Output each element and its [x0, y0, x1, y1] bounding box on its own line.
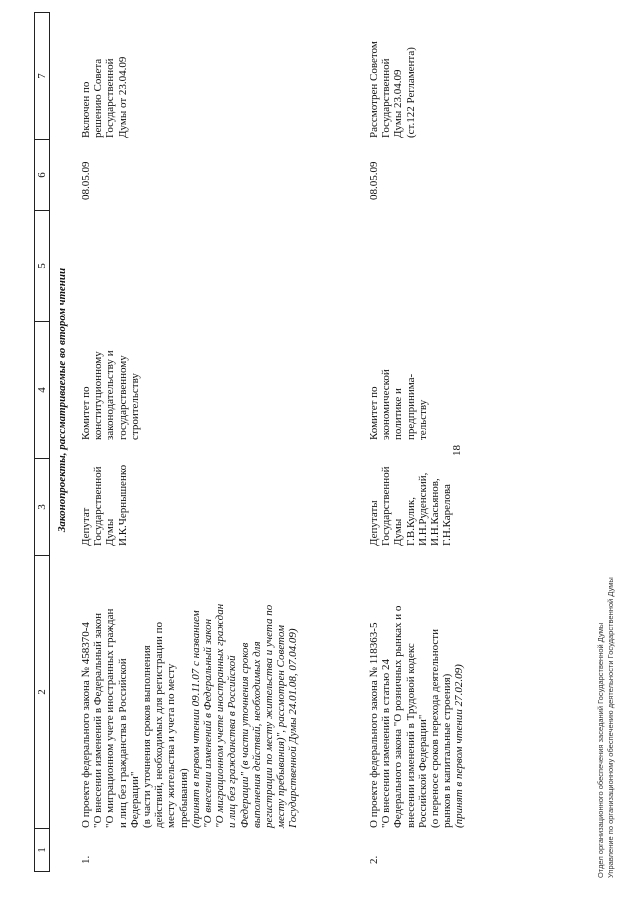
page-number: 18 — [451, 445, 463, 456]
text-line: Государственной — [380, 58, 393, 138]
text-line: регистрации по месту жительства и учета по — [263, 604, 276, 828]
text-line: Государственной — [380, 466, 393, 546]
text-line: и лиц без гражданства в Российской — [226, 655, 239, 828]
date: 08.05.09 — [80, 161, 92, 200]
text-line: "О внесении изменений в статью 24 — [380, 659, 393, 828]
text-line: "О миграционном учете иностранных граждан — [104, 608, 117, 828]
text-line: Государственной Думы 24.01.08, 07.04.09) — [287, 628, 300, 828]
status — [80, 10, 129, 138]
text-line: законодательству и — [104, 350, 117, 440]
text-line: политике и — [392, 388, 405, 440]
row-number: 2. — [368, 855, 380, 864]
text-line: Думы 23.04.09 — [392, 69, 405, 138]
date: 08.05.09 — [368, 161, 380, 200]
bill-title — [80, 548, 300, 828]
text-line: Российской Федерации" — [416, 714, 429, 828]
text-line: И.Н.Руденский, — [416, 472, 429, 546]
text-line: Думы от 23.04.09 — [116, 56, 129, 138]
footer — [596, 0, 616, 878]
status — [368, 10, 417, 138]
text-line: пребывания) — [177, 768, 190, 828]
column-header-row — [34, 12, 50, 872]
column-header: 1 — [35, 829, 50, 872]
text-line: тельству — [416, 399, 429, 440]
text-line: Г.Н.Карелова — [441, 484, 454, 546]
text-line: Федерации" (в части уточнения сроков — [238, 642, 251, 828]
text-line: "О миграционном учете иностранных граждан — [214, 603, 227, 828]
text-line: Г.В.Кулик, — [404, 497, 417, 546]
text-line: и лиц без гражданства в Российской — [116, 658, 129, 828]
text-line: государственному — [116, 355, 129, 440]
row-number: 1. — [80, 855, 92, 864]
text-line: внесении изменений в Трудовой кодекс — [404, 643, 417, 828]
text-line: строительству — [128, 373, 141, 440]
text-line: Комитет по — [80, 386, 92, 440]
text-line: Включен по — [80, 81, 92, 138]
text-line: (принят в первом чтении 09.11.07 с названием — [189, 610, 202, 828]
footer-line: Отдел организационного обеспечения заседаний Государственной Думы — [596, 622, 605, 878]
text-line: И.К.Чернышенко — [116, 464, 129, 546]
column-header: 6 — [35, 140, 50, 211]
text-line: Федерации" — [128, 771, 141, 828]
text-line: Комитет по — [368, 386, 380, 440]
text-line: "О внесении изменений в Федеральный закон — [92, 613, 105, 828]
text-line: О проекте федерального закона № 458370-4 — [80, 622, 92, 828]
author — [80, 452, 129, 546]
bill-title — [368, 548, 466, 828]
text-line: "О внесении изменений в Федеральный закон — [202, 618, 215, 828]
text-line: выполнения действий, необходимых для — [250, 641, 263, 828]
author — [368, 452, 453, 546]
column-header: 7 — [35, 13, 50, 140]
text-line: месту пребывания)", рассмотрен Советом — [275, 624, 288, 828]
text-line: конституционному — [92, 351, 105, 440]
text-line: (о переносе сроков перехода деятельности — [429, 629, 442, 828]
text-line: рынков в капитальные строения) — [441, 673, 454, 828]
text-line: Рассмотрен Советом — [368, 41, 380, 138]
text-line: решению Совета — [92, 58, 105, 138]
text-line: Государственной — [92, 466, 105, 546]
text-line: Думы — [104, 518, 117, 546]
text-line: Депутаты — [368, 500, 380, 546]
section-title: Законопроекты, рассматриваемые во втором чтении — [56, 267, 68, 533]
column-header: 4 — [35, 322, 50, 459]
text-line: предпринима- — [404, 373, 417, 440]
column-header: 3 — [35, 459, 50, 556]
text-line: (ст.122 Регламента) — [404, 47, 417, 138]
committee — [368, 310, 429, 440]
text-line: О проекте федерального закона № 118363-5 — [368, 622, 380, 828]
text-line: (в части уточнения сроков выполнения — [141, 645, 154, 828]
column-header: 2 — [35, 556, 50, 829]
text-line: экономической — [380, 369, 393, 440]
column-header: 5 — [35, 211, 50, 322]
text-line: Депутат — [80, 507, 92, 546]
text-line: Государственной — [104, 58, 117, 138]
footer-line: Управление по организационному обеспечению деятельности Государственной Думы — [606, 577, 615, 878]
text-line: Думы — [392, 518, 405, 546]
committee — [80, 310, 141, 440]
text-line: И.Н.Касьянов, — [429, 478, 442, 546]
text-line: месту жительства и учета по месту — [165, 663, 178, 828]
text-line: действий, необходимых для регистрации по — [153, 622, 166, 828]
text-line: Федерального закона "О розничных рынках и о — [392, 605, 405, 828]
text-line: (принят в первом чтении 27.02.09) — [453, 664, 466, 828]
